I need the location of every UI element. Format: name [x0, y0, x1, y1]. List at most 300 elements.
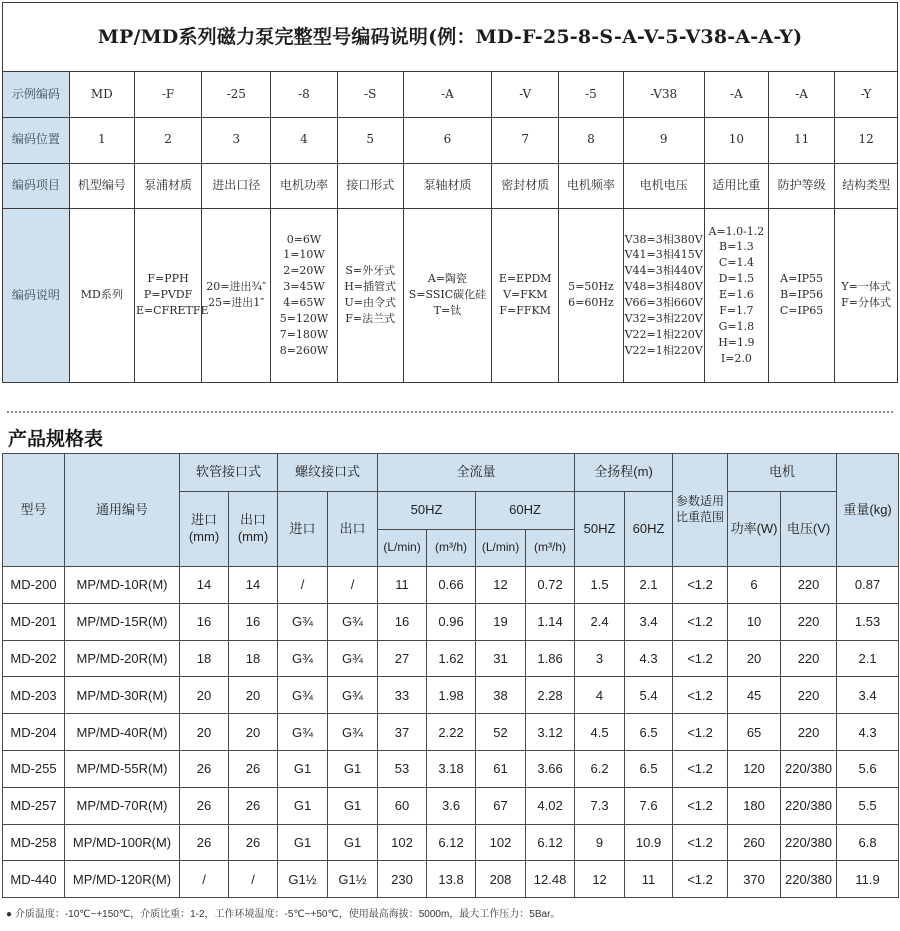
- table-cell: 11: [625, 861, 673, 898]
- description-line: 8=260W: [279, 344, 329, 358]
- table-cell: 6.2: [575, 750, 625, 787]
- item-cell: 电机频率: [559, 163, 623, 208]
- table-row: [3, 640, 899, 677]
- table-cell: 67: [476, 787, 526, 824]
- table-cell: 230: [378, 861, 427, 898]
- description-line: P=PVDF: [143, 288, 193, 302]
- description-line: G=1.8: [718, 320, 755, 334]
- header-head-50hz: 50HZ: [575, 492, 625, 567]
- description-cell: [69, 208, 134, 382]
- table-cell: G¾: [328, 677, 378, 714]
- description-line: Y=一体式: [841, 280, 891, 294]
- table-cell: 11.9: [837, 861, 899, 898]
- table-cell: G¾: [278, 677, 328, 714]
- item-cell: 密封材质: [492, 163, 559, 208]
- table-cell: 14: [229, 567, 278, 604]
- table-cell: 1.62: [427, 640, 476, 677]
- description-line: C=IP65: [779, 304, 824, 318]
- table-cell: 3.12: [526, 714, 575, 751]
- table-cell: 2.28: [526, 677, 575, 714]
- description-line: V22=1相220V: [624, 328, 703, 342]
- position-cell: 10: [704, 117, 768, 163]
- table-cell: MP/MD-15R(M): [65, 603, 180, 640]
- description-line: A=陶瓷: [427, 272, 468, 286]
- table-cell: 20: [229, 714, 278, 751]
- table-cell: 20: [180, 677, 229, 714]
- description-lines: [272, 232, 335, 360]
- table-cell: 120: [728, 750, 781, 787]
- description-cell: [768, 208, 834, 382]
- table-cell: 0.96: [427, 603, 476, 640]
- description-line: F=PPH: [147, 272, 189, 286]
- table-cell: 260: [728, 824, 781, 861]
- table-cell: 0.87: [837, 567, 899, 604]
- header-code: 通用编号: [65, 454, 180, 567]
- table-cell: 180: [728, 787, 781, 824]
- table-cell: 220/380: [781, 750, 837, 787]
- description-cell: [623, 208, 704, 382]
- header-weight: 重量(kg): [837, 454, 899, 567]
- row-header: 示例编码: [3, 72, 69, 117]
- description-line: D=1.5: [718, 272, 755, 286]
- table-cell: 26: [180, 787, 229, 824]
- table-cell: 9: [575, 824, 625, 861]
- table-cell: 19: [476, 603, 526, 640]
- table-cell: 6.12: [427, 824, 476, 861]
- table-cell: 1.14: [526, 603, 575, 640]
- table-cell: 60: [378, 787, 427, 824]
- description-line: V38=3相380V: [624, 232, 703, 246]
- table-cell: G1: [278, 824, 328, 861]
- header-hose-inlet: 进口(mm): [180, 492, 229, 567]
- table-cell: MD-440: [3, 861, 65, 898]
- description-line: V66=3相660V: [624, 296, 703, 310]
- row-header: 编码说明: [3, 208, 69, 382]
- description-lines: [625, 232, 703, 360]
- example-cell: -8: [271, 72, 337, 117]
- description-line: 1=10W: [283, 248, 325, 262]
- description-cell: [134, 208, 209, 382]
- table-cell: MD-204: [3, 714, 65, 751]
- table-cell: 20: [180, 714, 229, 751]
- table-cell: 0.66: [427, 567, 476, 604]
- table-cell: MD-200: [3, 567, 65, 604]
- position-cell: 8: [559, 117, 623, 163]
- description-line: H=插管式: [344, 280, 397, 294]
- description-line: A=1.0-1.2: [708, 224, 765, 238]
- header-m3h-60: (m³/h): [526, 530, 575, 567]
- header-thread-inlet: 进口: [278, 492, 328, 567]
- table-cell: 0.72: [526, 567, 575, 604]
- table-cell: 220: [781, 714, 837, 751]
- table-cell: 13.8: [427, 861, 476, 898]
- description-lines: [135, 271, 209, 319]
- table-cell: 18: [180, 640, 229, 677]
- table-cell: G1: [278, 750, 328, 787]
- table-cell: 16: [229, 603, 278, 640]
- table-cell: <1.2: [673, 861, 728, 898]
- table-cell: 52: [476, 714, 526, 751]
- header-flow-60hz: 60HZ: [476, 492, 575, 530]
- table-cell: MP/MD-70R(M): [65, 787, 180, 824]
- table-cell: 3.6: [427, 787, 476, 824]
- table-cell: 5.6: [837, 750, 899, 787]
- description-cell: [271, 208, 337, 382]
- description-line: V41=3相415V: [624, 248, 703, 262]
- description-cell: [704, 208, 768, 382]
- example-cell: -S: [337, 72, 403, 117]
- table-cell: 6.5: [625, 750, 673, 787]
- table-cell: 6.5: [625, 714, 673, 751]
- row-header: 编码位置: [3, 117, 69, 163]
- table-cell: MD-202: [3, 640, 65, 677]
- position-cell: 11: [768, 117, 834, 163]
- description-line: F=FFKM: [499, 304, 551, 318]
- spec-header-row: [3, 454, 899, 492]
- table-cell: /: [229, 861, 278, 898]
- table-cell: MD-258: [3, 824, 65, 861]
- description-line: C=1.4: [718, 256, 754, 270]
- item-cell: 适用比重: [704, 163, 768, 208]
- item-cell: 泵轴材质: [403, 163, 491, 208]
- table-cell: MD-203: [3, 677, 65, 714]
- table-cell: <1.2: [673, 567, 728, 604]
- table-cell: G¾: [278, 640, 328, 677]
- table-cell: 6.8: [837, 824, 899, 861]
- description-lines: [493, 271, 557, 319]
- table-cell: 10: [728, 603, 781, 640]
- description-line: MD系列: [80, 288, 123, 302]
- table-cell: G1: [328, 787, 378, 824]
- table-cell: 4.3: [837, 714, 899, 751]
- description-line: V48=3相480V: [624, 280, 703, 294]
- example-cell: -A: [403, 72, 491, 117]
- table-cell: MD-201: [3, 603, 65, 640]
- table-cell: 45: [728, 677, 781, 714]
- description-line: 5=120W: [279, 312, 329, 326]
- table-cell: 53: [378, 750, 427, 787]
- table-row: [3, 750, 899, 787]
- table-cell: MP/MD-120R(M): [65, 861, 180, 898]
- example-cell: -25: [202, 72, 271, 117]
- description-lines: [770, 271, 833, 319]
- item-cell: 电机电压: [623, 163, 704, 208]
- position-cell: 3: [202, 117, 271, 163]
- table-cell: 33: [378, 677, 427, 714]
- table-cell: 2.1: [837, 640, 899, 677]
- description-line: 6=60Hz: [568, 296, 614, 310]
- table-cell: 26: [229, 787, 278, 824]
- table-cell: 1.98: [427, 677, 476, 714]
- table-cell: G1½: [278, 861, 328, 898]
- table-cell: 1.53: [837, 603, 899, 640]
- header-head-60hz: 60HZ: [625, 492, 673, 567]
- header-gravity: 参数适用比重范围: [673, 454, 728, 567]
- description-lines: [560, 279, 621, 311]
- table-cell: MP/MD-55R(M): [65, 750, 180, 787]
- header-hose-outlet: 出口(mm): [229, 492, 278, 567]
- table-row: [3, 714, 899, 751]
- table-cell: 220/380: [781, 824, 837, 861]
- table-cell: 220: [781, 567, 837, 604]
- item-cell: 机型编号: [69, 163, 134, 208]
- table-cell: 3.4: [625, 603, 673, 640]
- table-cell: 26: [229, 824, 278, 861]
- table-cell: 3.18: [427, 750, 476, 787]
- table-row: [3, 787, 899, 824]
- table-cell: 7.6: [625, 787, 673, 824]
- model-coding-table: [3, 72, 897, 382]
- table-cell: /: [328, 567, 378, 604]
- example-cell: -5: [559, 72, 623, 117]
- table-cell: 12.48: [526, 861, 575, 898]
- example-cell: -F: [134, 72, 201, 117]
- footnote: ● 介质温度：-10℃~+150℃，介质比重：1-2，工作环境温度：-5℃~+50℃，使用最高海拔：5000m，最大工作压力：5Bar。: [6, 909, 561, 920]
- example-cell: -A: [768, 72, 834, 117]
- description-line: 4=65W: [283, 296, 325, 310]
- description-line: B=IP56: [780, 288, 824, 302]
- table-cell: G1½: [328, 861, 378, 898]
- description-cell: [835, 208, 897, 382]
- table-cell: 10.9: [625, 824, 673, 861]
- example-cell: MD: [69, 72, 134, 117]
- description-line: E=EPDM: [498, 272, 552, 286]
- description-lines: [836, 279, 896, 311]
- table-cell: <1.2: [673, 677, 728, 714]
- description-line: F=1.7: [719, 304, 754, 318]
- table-cell: 3.4: [837, 677, 899, 714]
- table-cell: 37: [378, 714, 427, 751]
- table-cell: 4.02: [526, 787, 575, 824]
- table-cell: 220: [781, 640, 837, 677]
- table-cell: MP/MD-10R(M): [65, 567, 180, 604]
- position-cell: 5: [337, 117, 403, 163]
- table-cell: 61: [476, 750, 526, 787]
- description-line: 0=6W: [286, 232, 322, 246]
- description-line: V44=3相440V: [624, 264, 703, 278]
- table-cell: G¾: [278, 603, 328, 640]
- table-cell: 4.3: [625, 640, 673, 677]
- table-cell: G¾: [328, 640, 378, 677]
- table-cell: <1.2: [673, 824, 728, 861]
- header-thread: 螺纹接口式: [278, 454, 378, 492]
- dotted-divider: [7, 411, 893, 413]
- example-row: [3, 72, 897, 117]
- table-cell: 26: [229, 750, 278, 787]
- description-line: 25=进出1″: [208, 296, 265, 310]
- example-cell: -A: [704, 72, 768, 117]
- table-cell: 12: [476, 567, 526, 604]
- item-cell: 结构类型: [835, 163, 897, 208]
- description-line: 7=180W: [279, 328, 329, 342]
- item-cell: 防护等级: [768, 163, 834, 208]
- table-cell: 5.5: [837, 787, 899, 824]
- description-line: V=FKM: [503, 288, 548, 302]
- header-voltage: 电压(V): [781, 492, 837, 567]
- description-line: 2=20W: [283, 264, 325, 278]
- table-cell: MD-255: [3, 750, 65, 787]
- header-lmin-60: (L/min): [476, 530, 526, 567]
- table-cell: G¾: [328, 603, 378, 640]
- position-cell: 12: [835, 117, 897, 163]
- header-thread-outlet: 出口: [328, 492, 378, 567]
- position-cell: 1: [69, 117, 134, 163]
- table-row: [3, 824, 899, 861]
- description-lines: [339, 263, 402, 327]
- table-cell: 16: [180, 603, 229, 640]
- description-line: F=分体式: [841, 296, 892, 310]
- table-cell: G1: [328, 750, 378, 787]
- table-cell: 102: [476, 824, 526, 861]
- position-cell: 9: [623, 117, 704, 163]
- description-line: V32=3相220V: [624, 312, 703, 326]
- item-cell: 进出口径: [202, 163, 271, 208]
- description-row: [3, 208, 897, 382]
- header-lmin-50: (L/min): [378, 530, 427, 567]
- spec-body: [3, 567, 899, 898]
- header-hose: 软管接口式: [180, 454, 278, 492]
- table-cell: 220: [781, 603, 837, 640]
- table-cell: 38: [476, 677, 526, 714]
- table-cell: 18: [229, 640, 278, 677]
- description-line: S=外牙式: [345, 264, 396, 278]
- description-lines: [71, 287, 133, 303]
- description-lines: [405, 271, 490, 319]
- header-head: 全扬程(m): [575, 454, 673, 492]
- table-cell: <1.2: [673, 787, 728, 824]
- description-line: 3=45W: [283, 280, 325, 294]
- table-cell: 208: [476, 861, 526, 898]
- table-cell: 4.5: [575, 714, 625, 751]
- table-row: [3, 567, 899, 604]
- position-cell: 4: [271, 117, 337, 163]
- table-cell: 20: [728, 640, 781, 677]
- header-m3h-50: (m³/h): [427, 530, 476, 567]
- description-line: I=2.0: [720, 352, 752, 366]
- table-cell: 16: [378, 603, 427, 640]
- description-line: T=钛: [433, 304, 462, 318]
- row-header: 编码项目: [3, 163, 69, 208]
- description-line: V22=1相220V: [624, 344, 703, 358]
- item-row: [3, 163, 897, 208]
- position-cell: 2: [134, 117, 201, 163]
- table-row: [3, 677, 899, 714]
- description-cell: [559, 208, 623, 382]
- position-row: [3, 117, 897, 163]
- position-cell: 7: [492, 117, 559, 163]
- model-coding-section: [2, 2, 898, 383]
- table-cell: <1.2: [673, 603, 728, 640]
- table-cell: 220: [781, 677, 837, 714]
- description-line: F=法兰式: [345, 312, 396, 326]
- table-cell: /: [278, 567, 328, 604]
- table-cell: 3.66: [526, 750, 575, 787]
- table-cell: 6: [728, 567, 781, 604]
- header-flow-50hz: 50HZ: [378, 492, 476, 530]
- description-lines: [203, 279, 269, 311]
- table-cell: 1.86: [526, 640, 575, 677]
- table-cell: 20: [229, 677, 278, 714]
- table-cell: <1.2: [673, 750, 728, 787]
- description-cell: [403, 208, 491, 382]
- example-cell: -V38: [623, 72, 704, 117]
- table-cell: 2.22: [427, 714, 476, 751]
- table-cell: 31: [476, 640, 526, 677]
- table-cell: G¾: [328, 714, 378, 751]
- table-cell: 5.4: [625, 677, 673, 714]
- table-cell: 370: [728, 861, 781, 898]
- table-cell: G1: [278, 787, 328, 824]
- table-cell: 7.3: [575, 787, 625, 824]
- table-cell: 11: [378, 567, 427, 604]
- table-cell: 3: [575, 640, 625, 677]
- table-cell: 65: [728, 714, 781, 751]
- item-cell: 泵浦材质: [134, 163, 201, 208]
- item-cell: 电机功率: [271, 163, 337, 208]
- table-cell: <1.2: [673, 640, 728, 677]
- table-cell: 27: [378, 640, 427, 677]
- header-flow: 全流量: [378, 454, 575, 492]
- description-line: E=CFRETFE: [135, 304, 209, 318]
- table-cell: 26: [180, 750, 229, 787]
- description-line: S=SSIC碳化硅: [408, 288, 487, 302]
- table-cell: 102: [378, 824, 427, 861]
- table-cell: MP/MD-100R(M): [65, 824, 180, 861]
- table-cell: /: [180, 861, 229, 898]
- table-cell: 1.5: [575, 567, 625, 604]
- coding-title: MP/MD系列磁力泵完整型号编码说明(例：MD-F-25-8-S-A-V-5-V38-A-A-Y): [3, 3, 897, 72]
- description-cell: [337, 208, 403, 382]
- description-line: U=由令式: [344, 296, 396, 310]
- table-cell: G1: [328, 824, 378, 861]
- spec-table: [2, 453, 899, 898]
- table-cell: 220/380: [781, 787, 837, 824]
- table-cell: 2.1: [625, 567, 673, 604]
- table-cell: 12: [575, 861, 625, 898]
- description-cell: [492, 208, 559, 382]
- description-cell: [202, 208, 271, 382]
- description-line: H=1.9: [718, 336, 755, 350]
- table-cell: MP/MD-40R(M): [65, 714, 180, 751]
- table-cell: MD-257: [3, 787, 65, 824]
- table-cell: 2.4: [575, 603, 625, 640]
- table-cell: 26: [180, 824, 229, 861]
- table-cell: <1.2: [673, 714, 728, 751]
- table-cell: 4: [575, 677, 625, 714]
- example-cell: -Y: [835, 72, 897, 117]
- header-model: 型号: [3, 454, 65, 567]
- description-line: 20=进出¾″: [206, 280, 267, 294]
- header-power: 功率(W): [728, 492, 781, 567]
- table-cell: 220/380: [781, 861, 837, 898]
- spec-section: [2, 453, 898, 898]
- table-cell: G¾: [278, 714, 328, 751]
- table-row: [3, 603, 899, 640]
- table-cell: 14: [180, 567, 229, 604]
- table-cell: 6.12: [526, 824, 575, 861]
- description-line: 5=50Hz: [568, 280, 614, 294]
- description-line: B=1.3: [718, 240, 754, 254]
- position-cell: 6: [403, 117, 491, 163]
- spec-title: 产品规格表: [8, 428, 104, 450]
- header-motor: 电机: [728, 454, 837, 492]
- description-line: A=IP55: [780, 272, 824, 286]
- example-cell: -V: [492, 72, 559, 117]
- description-line: E=1.6: [719, 288, 754, 302]
- table-row: [3, 861, 899, 898]
- table-cell: MP/MD-30R(M): [65, 677, 180, 714]
- item-cell: 接口形式: [337, 163, 403, 208]
